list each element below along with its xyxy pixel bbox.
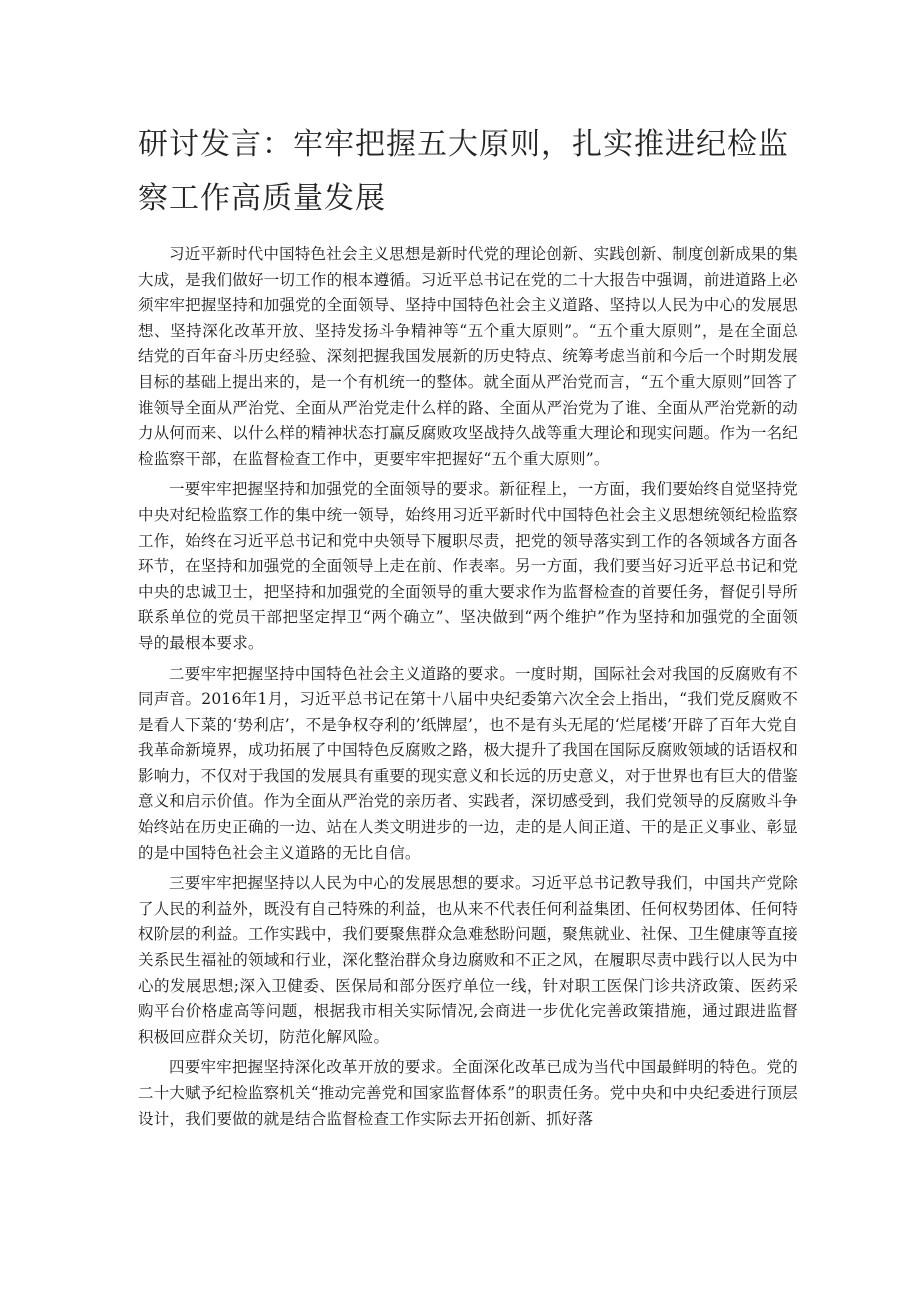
paragraph: 习近平新时代中国特色社会主义思想是新时代党的理论创新、实践创新、制度创新成果的集大成，是我们做好一切工作的根本遵循。习近平总书记在党的二十大报告中强调，前进道路上必须牢牢把握坚持和加强党的全面领导、坚持中国特色社会主义道路、坚持以人民为中心的发展思想、坚持深化改革开放、坚持发扬斗争精神等“五个重大原则”。“五个重大原则”，是在全面总结党的百年奋斗历史经验、深刻把握我国发展新的历史特点、统筹考虑当前和今后一个时期发展目标的基础上提出来的，是一个有机统一的整体。就全面从严治党而言，“五个重大原则”回答了谁领导全面从严治党、全面从严治党走什么样的路、全面从严治党为了谁、全面从严治党新的动力从何而来、以什么样的精神状态打赢反腐败攻坚战持久战等重大理论和现实问题。作为一名纪检监察干部，在监督检查工作中，更要牢牢把握好“五个重大原则”。 (138, 245, 798, 468)
document-title: 研讨发言：牢牢把握五大原则，扎实推进纪检监察工作高质量发展 (138, 127, 789, 216)
paragraph: 二要牢牢把握坚持中国特色社会主义道路的要求。一度时期，国际社会对我国的反腐败有不同声音。2016年1月，习近平总书记在第十八届中央纪委第六次全会上指出，“我们党反腐败不是看人下菜的‘势利店’，不是争权夺利的’纸牌屋’，也不是有头无尾的‘烂尾楼’开辟了百年大党自我革命新境界，成功拓展了中国特色反腐败之路，极大提升了我国在国际反腐败领域的话语权和影响力，不仅对于我国的发展具有重要的现实意义和长远的历史意义，对于世界也有巨大的借鉴意义和启示价值。作为全面从严治党的亲历者、实践者，深切感受到，我们党领导的反腐败斗争始终站在历史正确的一边、站在人类文明进步的一边，走的是人间正道、干的是正义事业、彰显的是中国特色社会主义道路的无比自信。 (138, 664, 798, 862)
paragraph: 四要牢牢把握坚持深化改革开放的要求。全面深化改革已成为当代中国最鲜明的特色。党的二十大赋予纪检监察机关“推动完善党和国家监督体系”的职责任务。党中央和中央纪委进行顶层设计，我们要做的就是结合监督检查工作实际去开拓创新、抓好落 (138, 1058, 798, 1128)
paragraph: 三要牢牢把握坚持以人民为中心的发展思想的要求。习近平总书记教导我们，中国共产党除了人民的利益外，既没有自己特殊的利益，也从来不代表任何利益集团、任何权势团体、任何特权阶层的利益。工作实践中，我们要聚焦群众急难愁盼问题，聚焦就业、社保、卫生健康等直接关系民生福祉的领域和行业，深化整治群众身边腐败和不正之风，在履职尽责中践行以人民为中心的发展思想;深入卫健委、医保局和部分医疗单位一线，针对职工医保门诊共济政策、医药采购平台价格虚高等问题，根据我市相关实际情况,会商进一步优化完善政策措施，通过跟进监督积极回应群众关切，防范化解风险。 (138, 874, 798, 1046)
paragraph: 一要牢牢把握坚持和加强党的全面领导的要求。新征程上，一方面，我们要始终自觉坚持党中央对纪检监察工作的集中统一领导，始终用习近平新时代中国特色社会主义思想统领纪检监察工作，始终在习近平总书记和党中央领导下履职尽责，把党的领导落实到工作的各领域各方面各环节，在坚持和加强党的全面领导上走在前、作表率。另一方面，我们要当好习近平总书记和党中央的忠诚卫士，把坚持和加强党的全面领导的重大要求作为监督检查的首要任务，督促引导所联系单位的党员干部把坚定捍卫“两个确立”、坚决做到“两个维护”作为坚持和加强党的全面领导的最根本要求。 (138, 480, 798, 652)
document-page (138, 118, 798, 1137)
